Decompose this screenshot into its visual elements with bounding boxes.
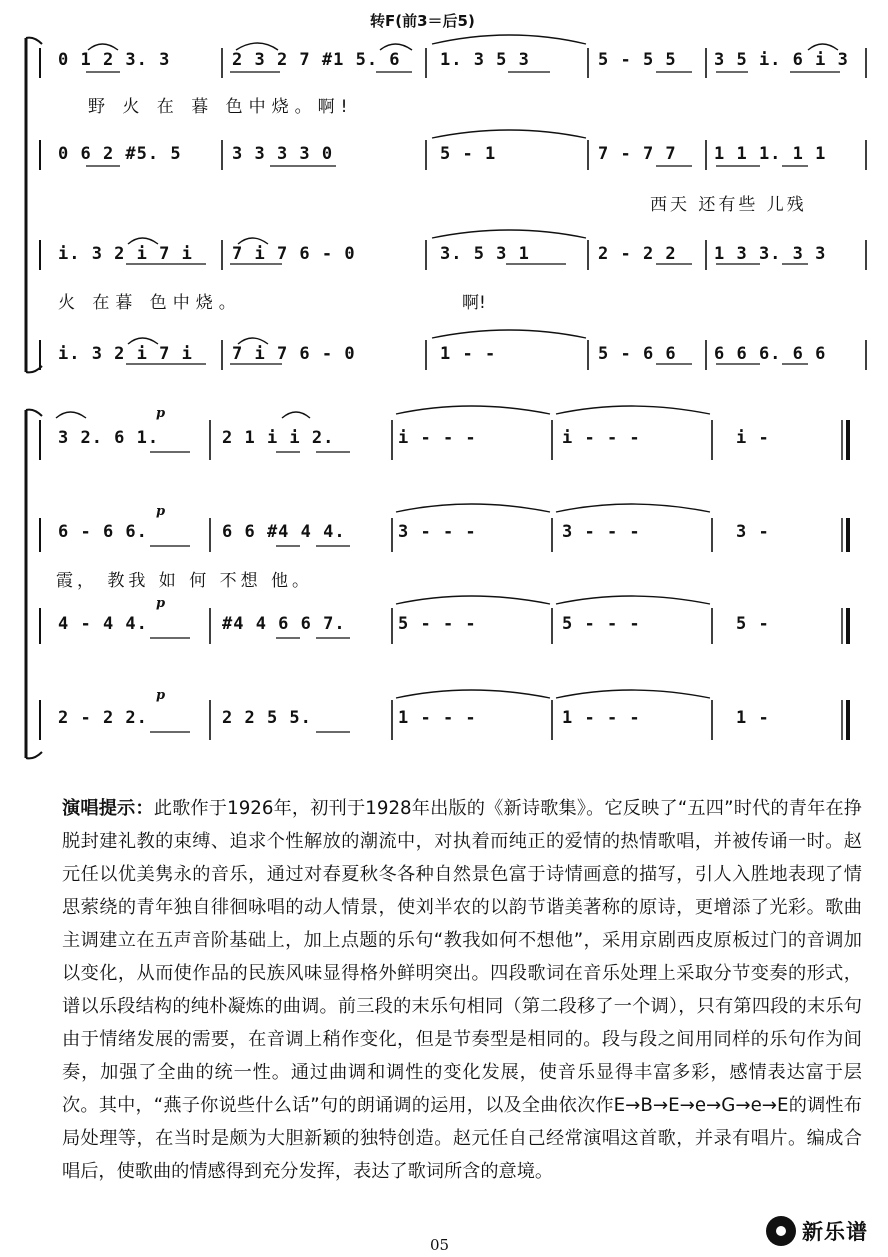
dynamic-p-2: p xyxy=(156,504,166,519)
s2-p4-m2: 2 2 5 5. xyxy=(222,708,312,728)
s2-p3-m4: 5 - - - xyxy=(562,614,641,634)
s1-p3-lyrics: 火 在暮 色中烧。 xyxy=(58,293,242,313)
s1-p1-m2: 2 3 2 7 #1 5. 6 xyxy=(232,50,401,70)
s1-p2-m5: 1 1 1. 1 1 xyxy=(714,144,827,164)
s2-p2-m4: 3 - - - xyxy=(562,522,641,542)
watermark-text: 新乐谱 xyxy=(802,1220,868,1244)
watermark-logo xyxy=(766,1212,882,1250)
s2-p4-m4: 1 - - - xyxy=(562,708,641,728)
s1-p1-lyrics: 野 火 在 暮 色中烧。啊! xyxy=(88,97,354,117)
commentary-label: 演唱提示： xyxy=(62,798,154,819)
s2-p2-m5: 3 - xyxy=(736,522,770,542)
s1-p4-m1: i. 3 2 i 7 i xyxy=(58,344,193,364)
dynamic-p-4: p xyxy=(156,688,166,703)
s1-p1-m5: 3 5 i. 6 i 3 xyxy=(714,50,849,70)
s1-p3-m1: i. 3 2 i 7 i xyxy=(58,244,193,264)
s1-p3-m4: 2 - 2 2 xyxy=(598,244,677,264)
s2-p1-m2: 2 1 i i 2. xyxy=(222,428,335,448)
s1-p1-m1: 0 1 2 3. 3 xyxy=(58,50,171,70)
s2-p3-m2: #4 4 6 6 7. xyxy=(222,614,346,634)
record-disc-icon xyxy=(766,1216,796,1246)
s1-p3-m3: 3. 5 3 1 xyxy=(440,244,530,264)
s1-p2-m3: 5 - 1 xyxy=(440,144,497,164)
s2-p3-m3: 5 - - - xyxy=(398,614,477,634)
s2-p1-m4: i - - - xyxy=(562,428,641,448)
s2-p2-lyrics: 霞， 教我 如 何 不想 他。 xyxy=(56,571,314,591)
s1-p1-m4: 5 - 5 5 xyxy=(598,50,677,70)
s1-p1-m3: 1. 3 5 3 xyxy=(440,50,530,70)
s1-p4-m5: 6 6 6. 6 6 xyxy=(714,344,827,364)
s1-p4-m4: 5 - 6 6 xyxy=(598,344,677,364)
s2-p2-m1: 0 6 2 #5. 5 xyxy=(58,144,182,164)
s2-p4-m5: 1 - xyxy=(736,708,770,728)
commentary-text: 此歌作于1926年，初刊于1928年出版的《新诗歌集》。它反映了“五四”时代的青年在挣脱封建礼教的束缚、追求个性解放的潮流中，对执着而纯正的爱情的热情歌唱，并被传诵一时。赵元任以优美隽永的音乐，通过对春夏秋冬各种自然景色富于诗情画意的描写，引人入胜地表现了情思萦绕的青年独自徘徊咏唱的动人情景，使刘半农的以韵节谐美著称的原诗，更增添了光彩。歌曲主调建立在五声音阶基础上，加上点题的乐句“教我如何不想他”，采用京剧西皮原板过门的音调加以变化，从而使作品的民族风味显得格外鲜明突出。四段歌词在音乐处理上采取分节变奏的形式，谱以乐段结构的纯朴凝炼的曲调。前三段的末乐句相同（第二段移了一个调），只有第四段的末乐句由于情绪发展的需要，在音调上稍作变化，但是节奏型是相同的。段与段之间用同样的乐句作为间奏，加强了全曲的统一性。通过曲调和调性的变化发展，使音乐显得丰富多彩，感情表达富于层次。其中，“燕子你说些什么话”句的朗诵调的运用，以及全曲依次作E→B→E→e→G→e→E的调性布局处理等，在当时是颇为大胆新颖的独特创造。赵元任自己经常演唱这首歌，并录有唱片。编成合唱后，使歌曲的情感得到充分发挥，表达了歌词所含的意境。 xyxy=(62,798,862,1182)
dynamic-p-3: p xyxy=(156,596,166,611)
commentary xyxy=(62,792,862,1188)
s2-p2-m2: 6 6 #4 4 4. xyxy=(222,522,346,542)
s2-p1-m1: 3 2. 6 1. xyxy=(58,428,160,448)
s2-p4-m1: 2 - 2 2. xyxy=(58,708,148,728)
final-barlines xyxy=(842,420,848,740)
s2-p2-m3: 3 - - - xyxy=(398,522,477,542)
s1-p4-m2: 7 i 7 6 - 0 xyxy=(232,344,356,364)
s2-p3-m5: 5 - xyxy=(736,614,770,634)
dynamic-p-1: p xyxy=(156,406,166,421)
modulation-marking: 转F(前3＝后5) xyxy=(370,12,475,30)
s1-p3-lyrics-ah: 啊! xyxy=(462,293,486,313)
s2-p1-m5: i - xyxy=(736,428,770,448)
s2-p4-m3: 1 - - - xyxy=(398,708,477,728)
s1-p3-m5: 1 3 3. 3 3 xyxy=(714,244,827,264)
s2-p3-m1: 4 - 4 4. xyxy=(58,614,148,634)
s1-p2-lyrics: 西天 还有些 儿残 xyxy=(650,195,807,215)
s2-p2-m1: 6 - 6 6. xyxy=(58,522,148,542)
s1-p4-m3: 1 - - xyxy=(440,344,497,364)
ties xyxy=(56,35,838,698)
s1-p2-m2: 3 3 3 3 0 xyxy=(232,144,334,164)
s2-p1-m3: i - - - xyxy=(398,428,477,448)
s1-p3-m2: 7 i 7 6 - 0 xyxy=(232,244,356,264)
page-number: 05 xyxy=(430,1236,450,1254)
s1-p2-m4: 7 - 7 7 xyxy=(598,144,677,164)
